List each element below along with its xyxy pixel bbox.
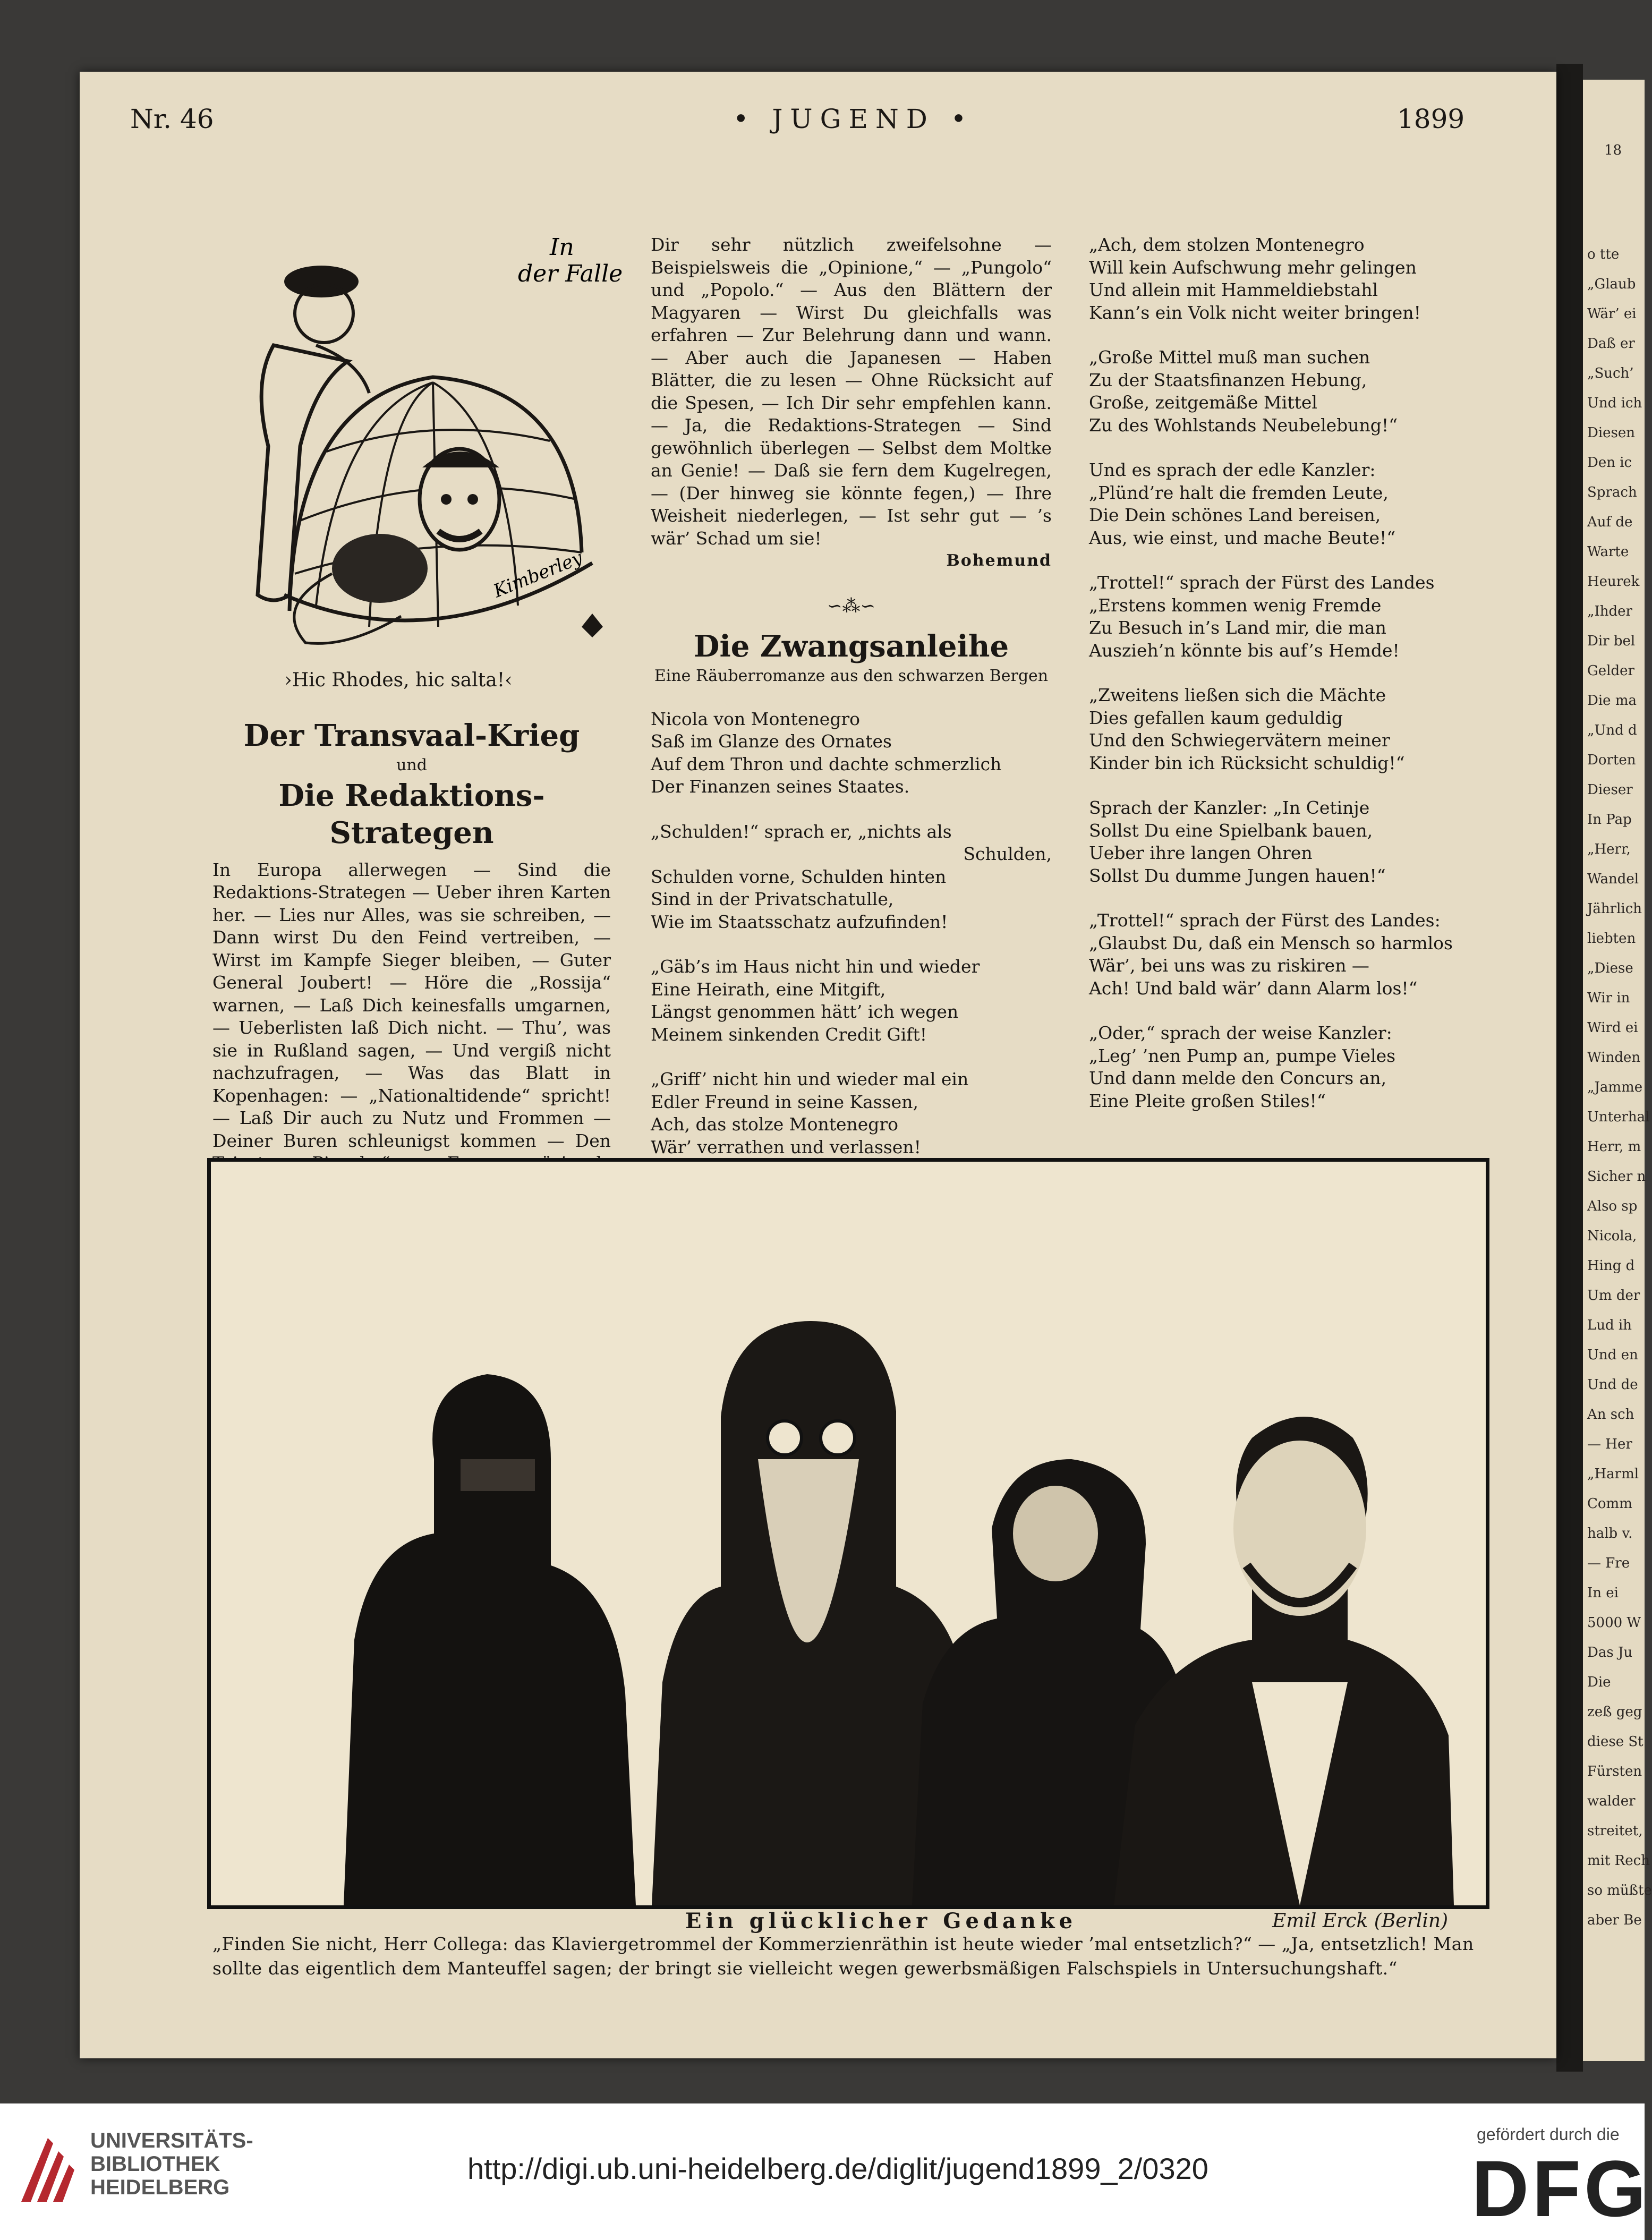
verse-line: Schulden, bbox=[963, 844, 1052, 864]
next-page-fragment: Dir bel bbox=[1587, 633, 1636, 649]
next-page-fragment: „Jamme bbox=[1587, 1079, 1643, 1095]
next-page-fragment: „Und d bbox=[1587, 722, 1637, 738]
verse-line: „Gäb’s im Haus nicht hin und wieder bbox=[651, 956, 980, 977]
page-url-link[interactable]: http://digi.ub.uni-heidelberg.de/diglit/jugend1899_2/0320 bbox=[467, 2152, 1208, 2185]
stanza bbox=[1089, 797, 1493, 887]
library-name-line-1: UNIVERSITÄTS- bbox=[90, 2129, 253, 2152]
article2-subtitle: Eine Räuberromanze aus den schwarzen Bergen bbox=[654, 667, 1049, 685]
verse-line: „Große Mittel muß man suchen bbox=[1089, 347, 1370, 368]
stanza bbox=[1089, 346, 1493, 437]
cartoon-caption: ›Hic Rhodes, hic salta!‹ bbox=[284, 669, 513, 691]
cartoon-title-2: der Falle bbox=[518, 260, 623, 287]
illustration-caption-1: „Finden Sie nicht, Herr Collega: das Klaviergetrommel der Kommerzienräthin ist heute wieder ’mal entsetzlich?“ — „Ja, entsetzlich! Man bbox=[212, 1934, 1474, 1954]
next-page-fragment: Um der bbox=[1587, 1288, 1640, 1304]
next-page-fragment: Gelder bbox=[1587, 663, 1634, 679]
cartoon-in-der-falle bbox=[210, 223, 623, 659]
article1-and: und bbox=[396, 756, 427, 774]
stanza bbox=[1089, 684, 1493, 774]
next-page-fragment: Hing d bbox=[1587, 1258, 1635, 1274]
next-page-fragment: diese St bbox=[1587, 1734, 1644, 1750]
next-page-fragment: 18 bbox=[1604, 142, 1622, 158]
stanza bbox=[1089, 572, 1493, 662]
verse-line: Und dann melde den Concurs an, bbox=[1089, 1068, 1387, 1088]
verse-line: Sind in der Privatschatulle, bbox=[651, 889, 894, 909]
verse-line: „Trottel!“ sprach der Fürst des Landes: bbox=[1089, 910, 1441, 931]
verse-line: „Schulden!“ sprach er, „nichts als bbox=[651, 821, 952, 842]
next-page-fragment: Wär’ ei bbox=[1587, 306, 1637, 322]
next-page-fragment: Wir in bbox=[1587, 990, 1630, 1006]
next-page-fragment: liebten bbox=[1587, 931, 1636, 947]
verse-line: Will kein Aufschwung mehr gelingen bbox=[1089, 257, 1417, 278]
column-3 bbox=[1089, 234, 1493, 1135]
cage-drawing bbox=[210, 223, 623, 659]
stanza bbox=[651, 708, 1052, 798]
verse-line: „Griff’ nicht hin und wieder mal ein bbox=[651, 1069, 969, 1089]
verse-line: Die Dein schönes Land bereisen, bbox=[1089, 505, 1381, 525]
next-page-fragment: mit Rech bbox=[1587, 1853, 1650, 1869]
next-page-fragment: halb v. bbox=[1587, 1526, 1633, 1541]
article1-title-1: Der Transvaal-Krieg bbox=[243, 718, 580, 753]
illustration-caption-2: sollte das eigentlich dem Manteuffel sagen; der bringt sie vielleicht wegen gewerbsmäßigen Falschspiels in Untersuchungshaft.“ bbox=[212, 1958, 1398, 1979]
verse-line: Nicola von Montenegro bbox=[651, 708, 861, 729]
next-page-fragment: zeß geg bbox=[1587, 1704, 1642, 1720]
stanzas-col3 bbox=[1089, 234, 1493, 1112]
next-page-fragment: Das Ju bbox=[1587, 1645, 1633, 1660]
next-page-fragment: streitet, bbox=[1587, 1823, 1643, 1839]
verse-line: Große, zeitgemäße Mittel bbox=[1089, 392, 1317, 413]
verse-line: „Trottel!“ sprach der Fürst des Landes bbox=[1089, 572, 1435, 593]
next-page-fragment: so müßte bbox=[1587, 1883, 1652, 1898]
illustration-author: Emil Erck (Berlin) bbox=[1272, 1910, 1449, 1932]
verse-line: Sollst Du dumme Jungen hauen!“ bbox=[1089, 865, 1386, 886]
next-page-fragment: aber Be bbox=[1587, 1912, 1642, 1928]
cartoon-title-1: In bbox=[550, 234, 574, 261]
next-page-fragment: Dorten bbox=[1587, 752, 1636, 768]
library-name bbox=[90, 2129, 253, 2199]
verse-line: Sollst Du eine Spielbank bauen, bbox=[1089, 820, 1373, 841]
stanzas-col2 bbox=[651, 708, 1052, 1159]
verse-line: „Erstens kommen wenig Fremde bbox=[1089, 594, 1382, 616]
verse-line: Schulden vorne, Schulden hinten bbox=[651, 866, 947, 887]
next-page-fragment: Fürsten bbox=[1587, 1764, 1642, 1779]
funding-note: gefördert durch die bbox=[1477, 2125, 1620, 2144]
verse-line: Ach, das stolze Montenegro bbox=[651, 1114, 899, 1135]
verse-line: Kinder bin ich Rücksicht schuldig!“ bbox=[1089, 752, 1405, 773]
next-page-fragment: Wird ei bbox=[1587, 1020, 1638, 1036]
verse-line: Sprach der Kanzler: „In Cetinje bbox=[1089, 797, 1370, 818]
verse-line: Und den Schwiegervätern meiner bbox=[1089, 730, 1390, 751]
illustration-woodcut bbox=[207, 1158, 1489, 1909]
next-page-fragment: Nicola, bbox=[1587, 1228, 1637, 1244]
next-page-fragment: 5000 W bbox=[1587, 1615, 1641, 1631]
year: 1899 bbox=[1397, 104, 1465, 134]
next-page-fragment: Sicher n bbox=[1587, 1169, 1646, 1185]
next-page-fragment: walder bbox=[1587, 1793, 1636, 1809]
next-page-fragment: Jährlich bbox=[1587, 901, 1642, 917]
next-page-fragment: Heurek bbox=[1587, 574, 1640, 590]
illustration-title: Ein glücklicher Gedanke bbox=[685, 1909, 1077, 1934]
verse-line: Wie im Staatsschatz aufzufinden! bbox=[651, 911, 948, 932]
next-page-fragment: Diesen bbox=[1587, 425, 1636, 441]
verse-line: „Glaubst Du, daß ein Mensch so harmlos bbox=[1089, 932, 1453, 953]
verse-line: Und allein mit Hammeldiebstahl bbox=[1089, 279, 1378, 300]
next-page-edge bbox=[1583, 80, 1652, 2061]
university-library-logo bbox=[16, 2127, 80, 2207]
stanza bbox=[1089, 459, 1493, 549]
stanza bbox=[1089, 234, 1493, 324]
verse-line: „Ach, dem stolzen Montenegro bbox=[1089, 234, 1365, 255]
next-page-fragment: — Fre bbox=[1587, 1555, 1630, 1571]
verse-line: Aus, wie einst, und mache Beute!“ bbox=[1089, 527, 1396, 548]
next-page-fragment: Wandel bbox=[1587, 871, 1639, 887]
next-page-fragment: In ei bbox=[1587, 1585, 1619, 1601]
next-page-fragment: „Such’ bbox=[1587, 365, 1634, 381]
verse-line: Edler Freund in seine Kassen, bbox=[651, 1091, 918, 1112]
article1-continued: Dir sehr nützlich zweifelsohne — Beispielsweis die „Opinione,“ — „Pungolo“ und „Popolo.“ — Aus den Blättern der Magyaren — Wirst Du gleichfalls was erfahren — Zur Belehrung dann und wann. — Aber auch die Japanesen — Haben Blätter, die zu lesen — Ohne Rücksicht auf die Spesen, — Ich Dir sehr empfehlen kann. — Ja, die Redaktions-Strategen — Sind gewöhnlich überlegen — Selbst dem Moltke an Genie! — Daß sie fern dem Kugelregen, — (Der hinweg sie könnte fegen,) — Ihre Weisheit niederlegen, — Ist sehr gut — ’s wär’ Schad um sie! bbox=[651, 234, 1052, 549]
verse-line: Ach! Und bald wär’ dann Alarm los!“ bbox=[1089, 977, 1418, 999]
article1-signature: Bohemund bbox=[946, 551, 1052, 570]
next-page-fragment: „Glaub bbox=[1587, 276, 1636, 292]
stanza bbox=[651, 1068, 1052, 1159]
next-page-fragment: „Herr, bbox=[1587, 841, 1631, 857]
article2-title: Die Zwangsanleihe bbox=[693, 629, 1009, 664]
column-2 bbox=[651, 234, 1052, 1181]
next-page-fragment: Und en bbox=[1587, 1347, 1638, 1363]
next-page-fragment: — Her bbox=[1587, 1436, 1632, 1452]
cage-label: Kimberley bbox=[490, 547, 586, 602]
stanza bbox=[651, 956, 1052, 1046]
library-name-line-3: HEIDELBERG bbox=[90, 2176, 230, 2199]
next-page-fragment: Daß er bbox=[1587, 336, 1635, 352]
stanza bbox=[651, 821, 1052, 934]
next-page-fragment: Den ic bbox=[1587, 455, 1632, 471]
verse-line: „Oder,“ sprach der weise Kanzler: bbox=[1089, 1023, 1392, 1043]
article1-title-2: Die Redaktions-Strategen bbox=[278, 778, 545, 850]
verse-line: Auszieh’n könnte bis auf’s Hemde! bbox=[1089, 640, 1400, 661]
next-page-fragment: o tte bbox=[1587, 246, 1620, 262]
next-page-fragment: Lud ih bbox=[1587, 1317, 1632, 1333]
ornament: ∽⁂∽ bbox=[827, 595, 875, 617]
next-page-fragment: Also sp bbox=[1587, 1198, 1638, 1214]
next-page-fragment: „Harml bbox=[1587, 1466, 1639, 1482]
next-page-fragment: Sprach bbox=[1587, 484, 1637, 500]
verse-line: Wär’, bei uns was zu riskiren — bbox=[1089, 955, 1369, 976]
verse-line: „Plünd’re halt die fremden Leute, bbox=[1089, 482, 1389, 503]
verse-line: Eine Pleite großen Stiles!“ bbox=[1089, 1090, 1326, 1111]
verse-line: Eine Heirath, eine Mitgift, bbox=[651, 978, 886, 1000]
verse-line: Auf dem Thron und dachte schmerzlich bbox=[651, 753, 1002, 774]
next-page-fragment: Herr, m bbox=[1587, 1139, 1641, 1155]
next-page-fragment: Die bbox=[1587, 1674, 1611, 1690]
verse-line: Zu der Staatsfinanzen Hebung, bbox=[1089, 369, 1367, 390]
verse-line: Saß im Glanze des Ornates bbox=[651, 731, 892, 752]
verse-line: Der Finanzen seines Staates. bbox=[651, 776, 910, 797]
viewer-footer bbox=[0, 2103, 1649, 2240]
verse-line: Wär’ verrathen und verlassen! bbox=[651, 1136, 921, 1157]
book-gutter bbox=[1556, 64, 1583, 2072]
next-page-fragment: Comm bbox=[1587, 1496, 1632, 1512]
four-men-drawing bbox=[211, 1162, 1486, 1905]
stanza bbox=[1089, 1022, 1493, 1112]
verse-line: „Leg’ ’nen Pump an, pumpe Vieles bbox=[1089, 1045, 1396, 1066]
verse-line: „Zweitens ließen sich die Mächte bbox=[1089, 685, 1386, 705]
next-page-fragment: Unterhal bbox=[1587, 1109, 1650, 1125]
stanza bbox=[1089, 909, 1493, 1000]
next-page-fragment: Dieser bbox=[1587, 782, 1633, 798]
dfg-logo: DFG bbox=[1471, 2144, 1649, 2233]
next-page-fragment: Und de bbox=[1587, 1377, 1638, 1393]
verse-line: Kann’s ein Volk nicht weiter bringen! bbox=[1089, 302, 1421, 323]
verse-line: Dies gefallen kaum geduldig bbox=[1089, 707, 1343, 728]
verse-line: Ueber ihre langen Ohren bbox=[1089, 842, 1313, 863]
verse-line: Meinem sinkenden Credit Gift! bbox=[651, 1024, 927, 1045]
next-page-fragment: In Pap bbox=[1587, 812, 1632, 828]
issue-number: Nr. 46 bbox=[130, 104, 214, 134]
next-page-fragment: Auf de bbox=[1587, 514, 1633, 530]
journal-title: • JUGEND • bbox=[733, 104, 974, 134]
verse-line: Längst genommen hätt’ ich wegen bbox=[651, 1001, 959, 1022]
library-name-line-2: BIBLIOTHEK bbox=[90, 2152, 220, 2176]
next-page-fragment: Die ma bbox=[1587, 693, 1637, 709]
column-1 bbox=[212, 717, 611, 1197]
next-page-fragment: „Diese bbox=[1587, 960, 1633, 976]
verse-line: Zu Besuch in’s Land mir, die man bbox=[1089, 617, 1386, 638]
next-page-fragment: Und ich bbox=[1587, 395, 1642, 411]
next-page-fragment: Warte bbox=[1587, 544, 1629, 560]
verse-line: Und es sprach der edle Kanzler: bbox=[1089, 459, 1376, 480]
next-page-fragment: Winden bbox=[1587, 1050, 1641, 1066]
verse-line: Zu des Wohlstands Neubelebung!“ bbox=[1089, 414, 1398, 436]
next-page-fragment: An sch bbox=[1587, 1407, 1634, 1423]
article1-body: In Europa allerwegen — Sind die Redaktions-Strategen — Ueber ihren Karten her. — Lies nur Alles, was sie schreiben, — Dann wirst Du den Feind vertreiben, — Wirst im Kampfe Sieger bleiben, — Guter General Joubert! — Höre die „Rossija“ warnen, — Laß Dich keinesfalls umgarnen, — Ueberlisten laß Dich nicht. — Thu’, was sie in Rußland sagen, — Und vergiß nicht nachzufragen, — Was das Blatt in Kopenhagen: — „Nationaltidende“ spricht! — Laß Dir auch zu Nutz und Frommen — Deiner Buren schleunigst kommen — Den bbox=[212, 859, 611, 1151]
next-page-fragment: „Ihder bbox=[1587, 603, 1632, 619]
